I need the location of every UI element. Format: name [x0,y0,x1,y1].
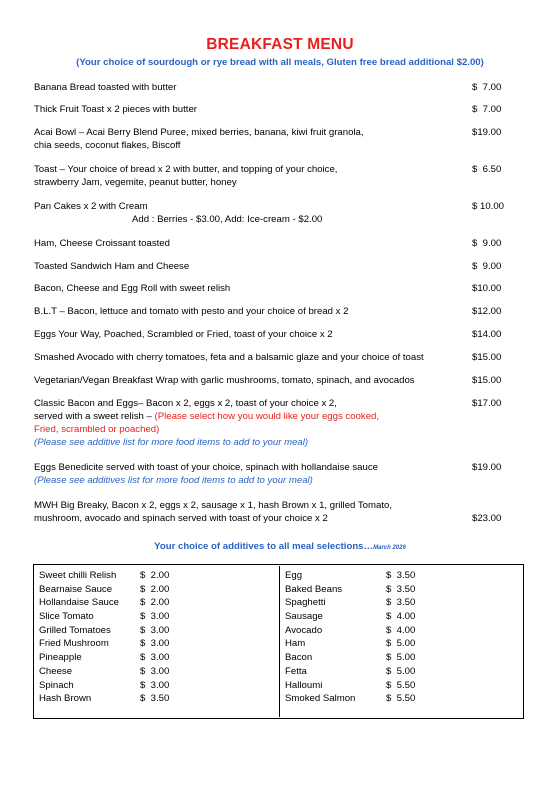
menu-item-egg-roll [34,282,434,295]
menu-item-text: Vegetarian/Vegan Breakfast Wrap with garlic mushrooms, tomato, spinach, and avocados [34,375,415,386]
additives-heading [0,541,560,552]
additive-name: Hollandaise Sauce [39,597,120,609]
menu-item-toast [34,163,434,189]
menu-item-text: strawberry Jam, vegemite, peanut butter, honey [34,177,237,188]
additive-name: Baked Beans [285,583,343,595]
additive-name: Sweet chilli Relish [39,570,117,581]
additive-row [285,624,415,638]
additive-row [39,651,169,665]
additive-price: $ 2.00 [140,570,170,581]
menu-item-text: MWH Big Breaky, Bacon x 2, eggs x 2, sausage x 1, hash Brown x 1, grilled Tomato, [34,500,392,511]
additives-column-right [285,569,415,706]
additive-name: Bacon [285,652,313,664]
additive-name: Ham [285,638,306,650]
menu-item-price: $19.00 [472,127,502,138]
menu-item-blt [34,305,434,318]
menu-item-price: $14.00 [472,329,502,340]
additive-row [39,692,169,706]
additive-price: $ 3.00 [140,679,170,691]
menu-item-breakfast-wrap [34,374,434,387]
additive-row [39,679,169,693]
additive-row [285,569,415,583]
menu-item-text: B.L.T – Bacon, lettuce and tomato with pesto and your choice of bread x 2 [34,306,349,317]
additives-heading-text: Your choice of additives to all meal selections… [154,541,374,552]
menu-item-price: $23.00 [472,513,502,524]
additive-name: Grilled Tomatoes [39,624,111,636]
additive-price: $ 3.50 [386,570,416,581]
menu-item-text: Banana Bread toasted with butter [34,82,177,93]
additive-row [285,665,415,679]
menu-item-smashed-avocado [34,351,434,364]
menu-item-text: chia seeds, coconut flakes, Biscoff [34,140,181,151]
menu-item-addon: Add : Berries - $3.00, Add: Ice-cream - $2.00 [132,214,323,225]
menu-item-text: Classic Bacon and Eggs– Bacon x 2, eggs x 2, toast of your choice x 2, [34,398,337,409]
menu-item-fruit-toast [34,103,434,116]
additive-price: $ 4.00 [386,611,416,623]
menu-item-text: Eggs Benedicite served with toast of your choice, spinach with hollandaise sauce [34,462,378,473]
menu-item-price: $ 9.00 [472,261,502,272]
additive-price: $ 5.00 [386,665,416,677]
menu-subtitle: (Your choice of sourdough or rye bread with all meals, Gluten free bread additional $2.00) [76,57,484,68]
additive-row [39,596,169,610]
menu-item-text: Thick Fruit Toast x 2 pieces with butter [34,104,197,115]
menu-item-price: $ 6.50 [472,164,502,175]
additive-price: $ 3.00 [140,652,170,664]
additive-price: $ 4.00 [386,624,416,636]
menu-item-bacon-and-eggs [34,397,434,449]
menu-item-text: Ham, Cheese Croissant toasted [34,238,170,249]
menu-item-text: Toasted Sandwich Ham and Cheese [34,261,190,272]
additive-row [285,651,415,665]
additive-price: $ 3.50 [140,693,170,705]
additive-row [285,596,415,610]
menu-item-eggs-your-way [34,328,434,341]
menu-item-banana-bread [34,81,434,94]
menu-item-croissant [34,237,434,250]
menu-item-text: Smashed Avocado with cherry tomatoes, feta and a balsamic glaze and your choice of toast [34,352,424,363]
menu-item-price: $10.00 [472,283,502,294]
egg-cooking-note: Fried, scrambled or poached) [34,424,160,435]
additive-row [39,637,169,651]
additive-price: $ 3.00 [140,638,170,650]
menu-item-price: $ 7.00 [472,104,502,115]
egg-cooking-note: (Please select how you would like your eggs cooked, [154,411,380,422]
additive-name: Fetta [285,665,307,677]
additive-price: $ 3.50 [386,597,416,609]
menu-date: March 2026 [373,545,406,551]
menu-item-price: $ 9.00 [472,238,502,249]
additive-name: Slice Tomato [39,611,94,623]
additive-name: Avocado [285,624,323,636]
menu-title: BREAKFAST MENU [206,36,354,53]
additive-name: Bearnaise Sauce [39,583,113,595]
additive-price: $ 5.50 [386,679,416,691]
menu-item-big-breaky [34,499,434,525]
additive-row [39,610,169,624]
menu-item-price: $15.00 [472,352,502,363]
additive-row [285,610,415,624]
additive-name: Egg [285,570,303,581]
menu-item-text: Acai Bowl – Acai Berry Blend Puree, mixed berries, banana, kiwi fruit granola, [34,127,364,138]
additive-row [285,637,415,651]
additive-name: Cheese [39,665,73,677]
menu-item-toasted-sandwich [34,260,434,273]
additive-price: $ 5.50 [386,693,416,705]
menu-item-text: Eggs Your Way, Poached, Scrambled or Fried, toast of your choice x 2 [34,329,333,340]
additive-price: $ 3.50 [386,583,416,595]
additive-price: $ 2.00 [140,597,170,609]
menu-item-text: Bacon, Cheese and Egg Roll with sweet relish [34,283,231,294]
menu-item-text-line [34,410,434,423]
menu-item-price: $12.00 [472,306,502,317]
additives-table-divider [279,566,280,717]
additive-name: Sausage [285,611,323,623]
additive-row [39,624,169,638]
additive-price: $ 3.00 [140,624,170,636]
menu-item-text: mushroom, avocado and spinach served with toast of your choice x 2 [34,513,328,524]
menu-item-pancakes [34,200,434,226]
additive-price: $ 5.00 [386,652,416,664]
additive-name: Fried Mushroom [39,638,109,650]
additive-name: Hash Brown [39,693,92,705]
additive-name: Spaghetti [285,597,326,609]
additive-row [39,569,169,583]
menu-item-price: $ 10.00 [472,201,505,212]
additive-row [285,679,415,693]
additive-row [285,583,415,597]
menu-item-eggs-benedict [34,461,434,487]
additive-price: $ 3.00 [140,665,170,677]
additive-name: Spinach [39,679,74,691]
additive-name: Halloumi [285,679,323,691]
menu-item-text: Pan Cakes x 2 with Cream [34,201,148,212]
additive-row [39,665,169,679]
menu-item-price: $15.00 [472,375,502,386]
menu-item-price: $17.00 [472,398,502,409]
additive-name: Smoked Salmon [285,693,356,705]
additive-price: $ 3.00 [140,611,170,623]
menu-item-acai-bowl [34,126,434,152]
additive-price: $ 2.00 [140,583,170,595]
menu-item-text: served with a sweet relish – [34,411,155,422]
additive-list-note: (Please see additives list for more food items to add to your meal) [34,475,313,486]
additive-row [285,692,415,706]
menu-item-price: $ 7.00 [472,82,502,93]
menu-item-price: $19.00 [472,462,502,473]
additive-list-note: (Please see additive list for more food items to add to your meal) [34,437,309,448]
additive-name: Pineapple [39,652,82,664]
menu-item-text: Toast – Your choice of bread x 2 with butter, and topping of your choice, [34,164,338,175]
additive-price: $ 5.00 [386,638,416,650]
additives-column-left [39,569,169,706]
additive-row [39,583,169,597]
